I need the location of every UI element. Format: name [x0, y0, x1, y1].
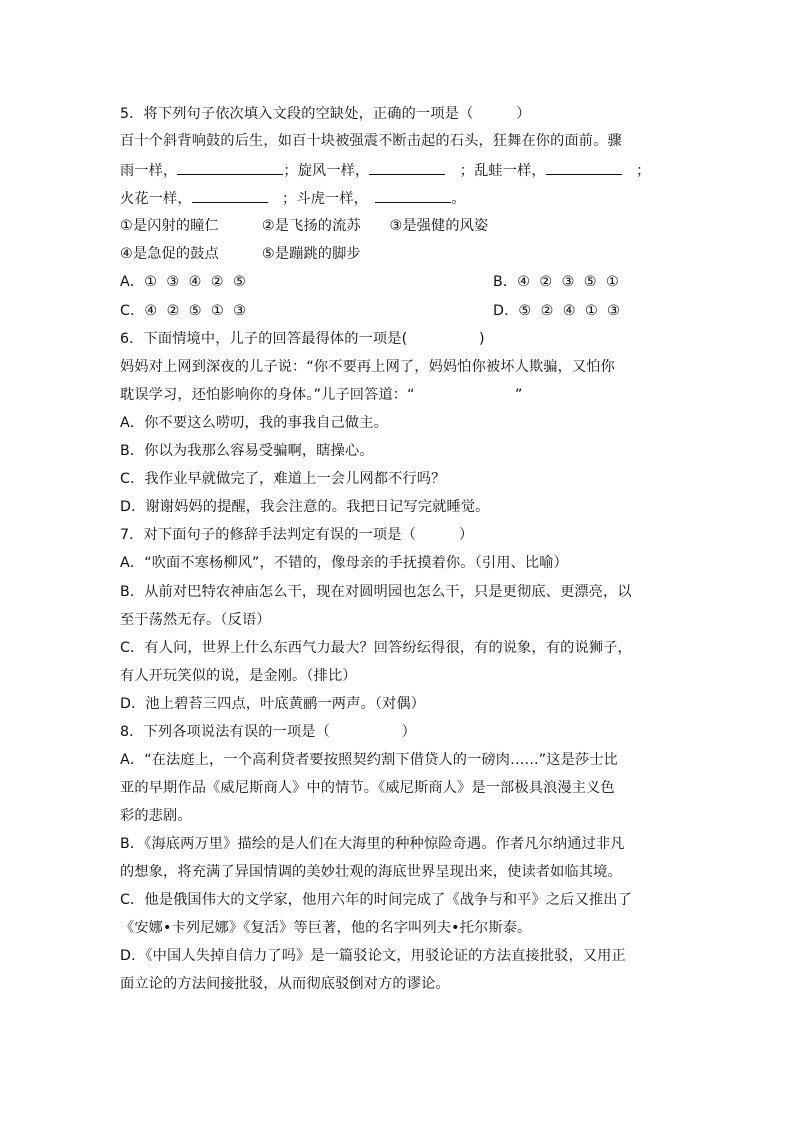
- answer-blank-3: [546, 160, 622, 175]
- q5-passage-line1: 百十个斜背响鼓的后生，如百十块被强震不断击起的石头，狂舞在你的面前。骤: [120, 133, 622, 149]
- q7-choice-a: A．“吹面不寒杨柳风”，不错的，像母亲的手抚摸着你。（引用、比喻）: [120, 555, 568, 571]
- q6-stem: 6．下面情境中，儿子的回答最得体的一项是( ): [120, 331, 485, 347]
- q5-passage-line2: [120, 160, 650, 181]
- q5-choice-d: D．⑤ ② ④ ① ③: [493, 303, 621, 319]
- q5-text: ；: [621, 163, 651, 179]
- q7-choice-d: D．池上碧苔三四点，叶底黄鹂一两声。（对偶）: [120, 696, 426, 712]
- q8-choice-a-line2: 亚的早期作品《威尼斯商人》中的情节。《威尼斯商人》是一部极具浪漫主义色: [120, 780, 615, 796]
- q6-choice-c: C．我作业早就做完了，难道上一会儿网都不行吗？: [120, 471, 446, 487]
- answer-blank-1: [177, 160, 283, 175]
- q6-choice-b: B．你以为我那么容易受骗啊，瞎操心。: [120, 443, 374, 459]
- q8-choice-a-line1: A．“在法庭上，一个高利贷者要按照契约割下借贷人的一磅肉……”这是莎士比: [120, 752, 618, 768]
- q5-choice-a: A．① ③ ④ ② ⑤: [120, 274, 246, 290]
- q5-choice-b: B．④ ② ③ ⑤ ①: [493, 274, 619, 290]
- q5-text: ；斗虎一样，: [267, 191, 376, 207]
- q5-choice-c: C．④ ② ⑤ ① ③: [120, 303, 247, 319]
- q7-choice-b-line1: B．从前对巴特农神庙怎么干，现在对圆明园也怎么干，只是更彻底、更漂亮，以: [120, 584, 632, 600]
- q8-choice-c-line2: 《安娜•卡列尼娜》《复活》等巨著，他的名字叫列夫•托尔斯泰。: [120, 920, 532, 936]
- q6-passage-line1: 妈妈对上网到深夜的儿子说：“你不要再上网了，妈妈怕你被坏人欺骗，又怕你: [120, 359, 615, 375]
- q5-options-line2: ④是急促的鼓点 ⑤是蹦跳的脚步: [120, 246, 361, 262]
- q8-choice-b-line2: 的想象，将充满了异国情调的美妙壮观的海底世界呈现出来，使读者如临其境。: [120, 864, 622, 880]
- q6-choice-d: D．谢谢妈妈的提醒，我会注意的。我把日记写完就睡觉。: [120, 499, 490, 515]
- q5-text: 火花一样，: [120, 191, 192, 207]
- q5-options-line1: ①是闪射的瞳仁 ②是飞扬的流苏 ③是强健的风姿: [120, 218, 489, 234]
- q8-choice-c-line1: C．他是俄国伟大的文学家，他用六年的时间完成了《战争与和平》之后又推出了: [120, 892, 632, 908]
- q5-text: ；旋风一样，: [283, 163, 370, 179]
- q6-passage-line2: 耽误学习，还怕影响你的身体。”儿子回答道：“ ”: [120, 387, 523, 403]
- q5-text: 。: [451, 191, 466, 207]
- q5-text: 雨一样，: [120, 163, 178, 179]
- q7-choice-c-line1: C．有人问，世界上什么东西气力最大？回答纷纭得很，有的说象，有的说狮子，: [120, 640, 632, 656]
- answer-blank-2: [369, 160, 445, 175]
- q7-choice-b-line2: 至于荡然无存。（反语）: [120, 612, 271, 628]
- q6-choice-a: A．你不要这么唠叨，我的事我自己做主。: [120, 415, 388, 431]
- q5-passage-line3: [120, 188, 466, 209]
- q8-choice-a-line3: 彩的悲剧。: [120, 808, 192, 824]
- q5-text: ；乱蛙一样，: [445, 163, 546, 179]
- q8-stem: 8．下列各项说法有误的一项是（ ）: [120, 724, 416, 740]
- q8-choice-d-line1: D．《中国人失掉自信力了吗》是一篇驳论文，用驳论证的方法直接批驳，又用正: [120, 948, 626, 964]
- q8-choice-b-line1: B．《海底两万里》描绘的是人们在大海里的种种惊险奇遇。作者凡尔纳通过非凡: [120, 836, 625, 852]
- q5-stem: 5．将下列句子依次填入文段的空缺处，正确的一项是（ ）: [120, 106, 531, 122]
- answer-blank-4: [192, 188, 268, 203]
- q7-stem: 7．对下面句子的修辞手法判定有误的一项是（ ）: [120, 527, 474, 543]
- q8-choice-d-line2: 面立论的方法间接批驳，从而彻底驳倒对方的谬论。: [120, 976, 450, 992]
- q7-choice-c-line2: 有人开玩笑似的说，是金刚。（排比）: [120, 668, 357, 684]
- answer-blank-5: [375, 188, 451, 203]
